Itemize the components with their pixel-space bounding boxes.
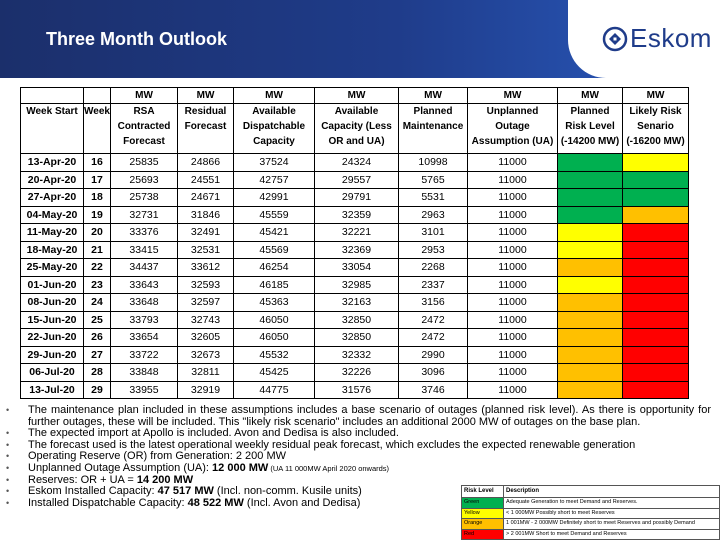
legend-row [462, 529, 720, 540]
cell-unplanned-outage: 11000 [468, 346, 558, 364]
cell-date: 15-Jun-20 [21, 311, 84, 329]
cell-available-dispatchable: 42757 [234, 171, 315, 189]
cell-date: 13-Jul-20 [21, 381, 84, 399]
risk-level-legend [461, 485, 720, 540]
cell-rsa: 33722 [111, 346, 178, 364]
table-row [21, 346, 689, 364]
legend-description: > 2 001MW Short to meet Demand and Reserves [504, 529, 720, 540]
legend-level: Green [462, 498, 504, 509]
cell-available-less: 32226 [315, 364, 399, 382]
legend-level: Orange [462, 519, 504, 530]
bullet-icon: • [6, 462, 10, 473]
cell-planned-risk [558, 276, 623, 294]
unit-cell: MW [178, 88, 234, 104]
cell-rsa: 34437 [111, 259, 178, 277]
bullet-icon: • [6, 405, 10, 415]
cell-residual: 32605 [178, 329, 234, 347]
legend-row [462, 498, 720, 509]
table-row [21, 171, 689, 189]
cell-likely-risk [623, 206, 689, 224]
bullet-icon: • [6, 439, 10, 450]
cell-unplanned-outage: 11000 [468, 276, 558, 294]
unit-cell [21, 88, 84, 104]
cell-date: 13-Apr-20 [21, 154, 84, 172]
unit-cell [84, 88, 111, 104]
cell-rsa: 33643 [111, 276, 178, 294]
cell-likely-risk [623, 241, 689, 259]
eskom-logo-text: Eskom [630, 23, 712, 53]
legend-header-row [462, 486, 720, 498]
note-item: • The forecast used is the latest operational weekly residual peak forecast, which excludes the expected renewable generation [6, 438, 636, 451]
unit-cell: MW [468, 88, 558, 104]
cell-residual: 32491 [178, 224, 234, 242]
cell-likely-risk [623, 364, 689, 382]
table-row [21, 206, 689, 224]
cell-available-dispatchable: 45532 [234, 346, 315, 364]
cell-available-less: 32985 [315, 276, 399, 294]
cell-residual: 32919 [178, 381, 234, 399]
cell-available-dispatchable: 45421 [234, 224, 315, 242]
legend-description: Adequate Generation to meet Demand and Reserves. [504, 498, 720, 509]
cell-date: 25-May-20 [21, 259, 84, 277]
note-item: • Installed Dispatchable Capacity: 48 522 MW (Incl. Avon and Dedisa) [6, 496, 361, 509]
bullet-icon: • [6, 474, 10, 485]
cell-date: 18-May-20 [21, 241, 84, 259]
cell-planned-maintenance: 3156 [399, 294, 468, 312]
cell-rsa: 25693 [111, 171, 178, 189]
cell-available-dispatchable: 44775 [234, 381, 315, 399]
cell-unplanned-outage: 11000 [468, 381, 558, 399]
cell-likely-risk [623, 224, 689, 242]
cell-available-dispatchable: 46050 [234, 311, 315, 329]
cell-likely-risk [623, 154, 689, 172]
cell-likely-risk [623, 189, 689, 207]
header-available-capacity-less: Available Capacity (Less OR and UA) [315, 104, 399, 154]
cell-available-dispatchable: 46050 [234, 329, 315, 347]
legend-row [462, 508, 720, 519]
note-item: • Reserves: OR + UA = 14 200 MW [6, 473, 194, 486]
note-item: • Unplanned Outage Assumption (UA): 12 000 MW (UA 11 000MW April 2020 onwards) [6, 461, 390, 474]
cell-available-less: 32221 [315, 224, 399, 242]
cell-planned-maintenance: 2268 [399, 259, 468, 277]
cell-available-less: 31576 [315, 381, 399, 399]
cell-available-less: 32163 [315, 294, 399, 312]
cell-unplanned-outage: 11000 [468, 294, 558, 312]
bullet-icon: • [6, 497, 10, 508]
cell-planned-maintenance: 5765 [399, 171, 468, 189]
header-rsa-contracted-forecast: RSA Contracted Forecast [111, 104, 178, 154]
eskom-logo-icon [602, 26, 628, 52]
legend-header-description: Description [504, 486, 720, 498]
cell-residual: 32593 [178, 276, 234, 294]
header-available-dispatchable-capacity: Available Dispatchable Capacity [234, 104, 315, 154]
unit-cell: MW [111, 88, 178, 104]
cell-likely-risk [623, 311, 689, 329]
cell-available-less: 29557 [315, 171, 399, 189]
cell-rsa: 33654 [111, 329, 178, 347]
cell-week: 24 [84, 294, 111, 312]
note-item: • The maintenance plan included in these assumptions includes a base scenario of outages (planned risk level). As there is opportunity for further outages, these will be included. This "likely risk scenario" includes an additional 2000 MW of outages on the base plan. [6, 404, 711, 428]
bullet-icon: • [6, 428, 10, 439]
table-row [21, 189, 689, 207]
cell-planned-maintenance: 2337 [399, 276, 468, 294]
cell-date: 06-Jul-20 [21, 364, 84, 382]
table-row [21, 276, 689, 294]
cell-planned-maintenance: 10998 [399, 154, 468, 172]
cell-planned-risk [558, 364, 623, 382]
cell-unplanned-outage: 11000 [468, 206, 558, 224]
cell-planned-maintenance: 2472 [399, 311, 468, 329]
cell-planned-risk [558, 171, 623, 189]
cell-planned-maintenance: 2472 [399, 329, 468, 347]
cell-available-less: 32850 [315, 311, 399, 329]
cell-available-less: 33054 [315, 259, 399, 277]
cell-residual: 33612 [178, 259, 234, 277]
note-item: • Operating Reserve (OR) from Generation: 2 200 MW [6, 450, 286, 463]
slide-header [0, 0, 720, 78]
cell-week: 17 [84, 171, 111, 189]
cell-week: 18 [84, 189, 111, 207]
cell-available-dispatchable: 45569 [234, 241, 315, 259]
cell-residual: 24866 [178, 154, 234, 172]
table-row [21, 259, 689, 277]
cell-planned-risk [558, 329, 623, 347]
table-row [21, 241, 689, 259]
cell-planned-maintenance: 2963 [399, 206, 468, 224]
cell-residual: 32531 [178, 241, 234, 259]
cell-week: 22 [84, 259, 111, 277]
cell-residual: 24551 [178, 171, 234, 189]
header-week-start: Week Start [21, 104, 84, 154]
cell-residual: 24671 [178, 189, 234, 207]
cell-available-dispatchable: 46185 [234, 276, 315, 294]
table-row [21, 329, 689, 347]
cell-planned-risk [558, 346, 623, 364]
cell-week: 27 [84, 346, 111, 364]
slide-title: Three Month Outlook [46, 29, 227, 49]
cell-available-dispatchable: 46254 [234, 259, 315, 277]
cell-planned-risk [558, 294, 623, 312]
note-item: • Eskom Installed Capacity: 47 517 MW (Incl. non-comm. Kusile units) [6, 485, 362, 498]
cell-residual: 31846 [178, 206, 234, 224]
header-week: Week [84, 104, 111, 154]
cell-date: 20-Apr-20 [21, 171, 84, 189]
cell-week: 20 [84, 224, 111, 242]
cell-date: 11-May-20 [21, 224, 84, 242]
cell-available-less: 24324 [315, 154, 399, 172]
cell-likely-risk [623, 276, 689, 294]
cell-likely-risk [623, 329, 689, 347]
unit-cell: MW [558, 88, 623, 104]
cell-week: 23 [84, 276, 111, 294]
header-planned-maintenance: Planned Maintenance [399, 104, 468, 154]
eskom-logo [568, 0, 720, 78]
cell-likely-risk [623, 346, 689, 364]
cell-unplanned-outage: 11000 [468, 224, 558, 242]
cell-week: 19 [84, 206, 111, 224]
cell-week: 28 [84, 364, 111, 382]
cell-available-dispatchable: 37524 [234, 154, 315, 172]
table-row [21, 154, 689, 172]
cell-date: 27-Apr-20 [21, 189, 84, 207]
cell-unplanned-outage: 11000 [468, 241, 558, 259]
cell-planned-maintenance: 3096 [399, 364, 468, 382]
unit-cell: MW [399, 88, 468, 104]
note-item: • The expected import at Apollo is included. Avon and Dedisa is also included. [6, 427, 399, 440]
cell-planned-risk [558, 259, 623, 277]
cell-week: 25 [84, 311, 111, 329]
cell-unplanned-outage: 11000 [468, 189, 558, 207]
cell-available-dispatchable: 45425 [234, 364, 315, 382]
cell-planned-maintenance: 2953 [399, 241, 468, 259]
header-unplanned-outage: Unplanned Outage Assumption (UA) [468, 104, 558, 154]
legend-description: 1 001MW - 2 000MW Definitely short to meet Reserves and possibly Demand [504, 519, 720, 530]
cell-planned-risk [558, 189, 623, 207]
legend-description: < 1 000MW Possibly short to meet Reserves [504, 508, 720, 519]
cell-planned-maintenance: 3746 [399, 381, 468, 399]
cell-rsa: 33648 [111, 294, 178, 312]
cell-unplanned-outage: 11000 [468, 154, 558, 172]
cell-week: 26 [84, 329, 111, 347]
cell-planned-maintenance: 3101 [399, 224, 468, 242]
bullet-icon: • [6, 486, 10, 497]
header-row [21, 104, 689, 154]
cell-rsa: 33955 [111, 381, 178, 399]
cell-likely-risk [623, 259, 689, 277]
header-planned-risk-level: Planned Risk Level (-14200 MW) [558, 104, 623, 154]
cell-planned-risk [558, 381, 623, 399]
cell-rsa: 25835 [111, 154, 178, 172]
header-residual-forecast: Residual Forecast [178, 104, 234, 154]
cell-planned-risk [558, 224, 623, 242]
legend-header-level: Risk Level [462, 486, 504, 498]
legend-row [462, 519, 720, 530]
cell-rsa: 33415 [111, 241, 178, 259]
cell-available-less: 32850 [315, 329, 399, 347]
unit-cell: MW [623, 88, 689, 104]
cell-residual: 32597 [178, 294, 234, 312]
cell-planned-risk [558, 241, 623, 259]
unit-cell: MW [234, 88, 315, 104]
cell-unplanned-outage: 11000 [468, 311, 558, 329]
cell-available-less: 32359 [315, 206, 399, 224]
cell-date: 22-Jun-20 [21, 329, 84, 347]
cell-residual: 32811 [178, 364, 234, 382]
cell-week: 16 [84, 154, 111, 172]
unit-cell: MW [315, 88, 399, 104]
table-row [21, 294, 689, 312]
cell-unplanned-outage: 11000 [468, 364, 558, 382]
cell-rsa: 33848 [111, 364, 178, 382]
cell-week: 29 [84, 381, 111, 399]
cell-likely-risk [623, 294, 689, 312]
cell-rsa: 33793 [111, 311, 178, 329]
unit-row [21, 88, 689, 104]
header-likely-risk-scenario: Likely Risk Senario (-16200 MW) [623, 104, 689, 154]
cell-planned-maintenance: 5531 [399, 189, 468, 207]
table-row [21, 224, 689, 242]
cell-week: 21 [84, 241, 111, 259]
table-row [21, 381, 689, 399]
cell-available-dispatchable: 45363 [234, 294, 315, 312]
three-month-outlook-table [20, 87, 689, 399]
cell-planned-risk [558, 311, 623, 329]
cell-date: 04-May-20 [21, 206, 84, 224]
cell-available-dispatchable: 45559 [234, 206, 315, 224]
cell-planned-risk [558, 154, 623, 172]
cell-likely-risk [623, 381, 689, 399]
cell-available-dispatchable: 42991 [234, 189, 315, 207]
cell-rsa: 33376 [111, 224, 178, 242]
cell-unplanned-outage: 11000 [468, 329, 558, 347]
cell-planned-risk [558, 206, 623, 224]
legend-level: Yellow [462, 508, 504, 519]
cell-date: 01-Jun-20 [21, 276, 84, 294]
cell-residual: 32673 [178, 346, 234, 364]
cell-date: 08-Jun-20 [21, 294, 84, 312]
cell-available-less: 32369 [315, 241, 399, 259]
cell-date: 29-Jun-20 [21, 346, 84, 364]
cell-rsa: 32731 [111, 206, 178, 224]
bullet-icon: • [6, 451, 10, 462]
cell-planned-maintenance: 2990 [399, 346, 468, 364]
table-row [21, 311, 689, 329]
cell-available-less: 32332 [315, 346, 399, 364]
cell-residual: 32743 [178, 311, 234, 329]
table-row [21, 364, 689, 382]
cell-rsa: 25738 [111, 189, 178, 207]
legend-level: Red [462, 529, 504, 540]
cell-unplanned-outage: 11000 [468, 259, 558, 277]
cell-likely-risk [623, 171, 689, 189]
cell-available-less: 29791 [315, 189, 399, 207]
cell-unplanned-outage: 11000 [468, 171, 558, 189]
